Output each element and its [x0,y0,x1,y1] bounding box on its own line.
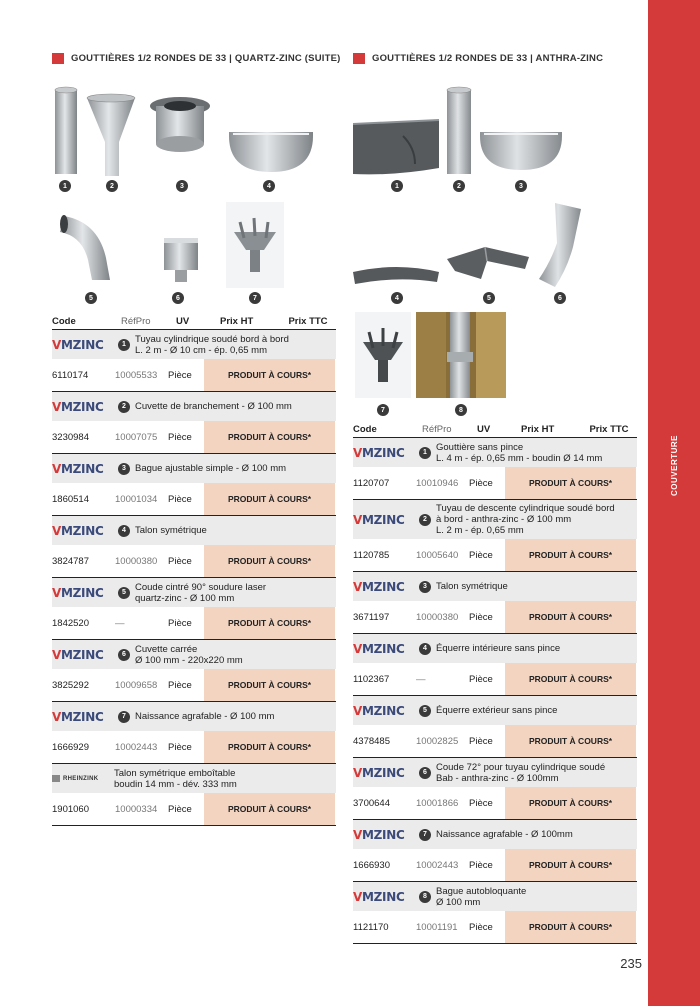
product-entry [353,758,637,820]
description-line: Talon symétrique [436,581,508,592]
left-column [52,52,341,826]
description-line: Ø 100 mm [436,896,481,908]
description-line: Naissance agrafable - Ø 100 mm [135,711,275,722]
product-entry [353,572,637,634]
description-line: Cuvette de branchement - Ø 100 mm [135,401,292,412]
description-line: Coude 72° pour tuyau cylindrique soudé [436,761,606,773]
figure-number: 7 [249,292,261,304]
side-band [648,0,700,1006]
vmzinc-logo: VMZINC [52,709,104,724]
product-description-row [353,882,637,911]
product-description-row [52,454,336,483]
description-line: Coude cintré 90° soudure laser [135,581,267,593]
price-on-request: PRODUIT À COURS* [204,607,335,639]
product-code: 3230984 [52,431,89,443]
item-number-badge: 6 [118,649,130,661]
unit: Pièce [168,617,192,629]
brand-logo [353,580,419,594]
unit: Pièce [469,859,493,871]
table-header: Code RéfPro UV Prix HT Prix TTC [353,422,637,438]
product-description-row [52,330,336,359]
product-description-row [52,516,336,545]
vmzinc-logo: VMZINC [353,579,405,594]
brand-logo [52,400,118,414]
vmzinc-logo: VMZINC [353,827,405,842]
price-on-request: PRODUIT À COURS* [204,421,335,453]
product-data-row [353,725,637,757]
item-number-badge: 7 [118,711,130,723]
item-number-badge: 6 [419,767,431,779]
product-data-row [353,787,637,819]
product-entry [353,634,637,696]
brand-logo [353,828,419,842]
figure-number: 3 [176,180,188,192]
price-on-request: PRODUIT À COURS* [505,911,636,943]
product-description-row [52,702,336,731]
product-data-row [52,421,336,453]
product-entry [52,702,336,764]
ref-pro: 10010946 [416,477,459,489]
figure-number: 2 [106,180,118,192]
product-code: 1102367 [353,673,390,685]
product-data-row [52,359,336,391]
side-label: COUVERTURE [669,434,679,496]
product-entry [353,438,637,500]
product-description-row [52,640,336,669]
vmzinc-logo: VMZINC [52,461,104,476]
ref-pro: 10001191 [416,921,458,933]
red-square-icon [353,53,365,64]
unit: Pièce [469,477,493,489]
price-on-request: PRODUIT À COURS* [204,793,335,825]
product-code: 1666930 [353,859,390,871]
price-on-request: PRODUIT À COURS* [505,725,636,757]
unit: Pièce [469,921,493,933]
product-code: 6110174 [52,369,89,381]
product-data-row [353,467,637,499]
product-image-talon [478,126,564,174]
figure-number: 7 [377,404,389,416]
red-square-icon [52,53,64,64]
product-image-pipe [446,86,472,176]
brand-logo [353,642,419,656]
unit: Pièce [469,797,493,809]
unit: Pièce [168,431,192,443]
price-on-request: PRODUIT À COURS* [505,539,636,571]
vmzinc-logo: VMZINC [52,647,104,662]
ref-pro: 10002443 [416,859,459,871]
product-image-coude [58,202,120,282]
product-data-row [52,731,336,763]
page-number: 235 [620,956,642,971]
figures-right [353,64,637,414]
product-data-row [52,483,336,515]
product-data-row [52,793,336,825]
figures-left [52,64,336,314]
product-data-row [353,663,637,695]
product-data-row [353,849,637,881]
unit: Pièce [469,735,493,747]
product-description-row [353,696,637,725]
product-description [135,460,336,477]
description-line: Bague ajustable simple - Ø 100 mm [135,463,287,474]
price-on-request: PRODUIT À COURS* [204,669,335,701]
product-entry [52,764,336,826]
ref-pro: 10001034 [115,493,158,505]
product-description [135,331,336,359]
price-on-request: PRODUIT À COURS* [505,601,636,633]
product-code: 1666929 [52,741,89,753]
ref-pro: 10000334 [115,803,158,815]
description-line: quartz-zinc - Ø 100 mm [135,592,235,604]
description-line: Tuyau de descente cylindrique soudé bord [436,503,615,514]
price-on-request: PRODUIT À COURS* [204,545,335,577]
product-description [135,522,336,539]
product-code: 1121170 [353,921,389,933]
product-code: 1842520 [52,617,89,629]
figure-number: 6 [172,292,184,304]
vmzinc-logo: VMZINC [353,445,405,460]
figure-number: 5 [85,292,97,304]
vmzinc-logo: VMZINC [52,523,104,538]
section-title-left: GOUTTIÈRES 1/2 RONDES DE 33 | QUARTZ-ZINC (SUITE) [52,52,336,64]
product-data-row [52,545,336,577]
description-line: Talon symétrique [135,525,207,536]
description-line: Gouttière sans pince [436,441,524,453]
figure-number: 6 [554,292,566,304]
product-code: 1860514 [52,493,89,505]
figure-number: 4 [263,180,275,192]
brand-logo [52,775,114,782]
brand-logo [353,890,419,904]
item-number-badge: 2 [118,401,130,413]
brand-logo [52,338,118,352]
brand-logo [52,524,118,538]
description-line: Bague autobloquante [436,885,527,897]
rheinzink-mark-icon [52,775,60,782]
item-number-badge: 1 [118,339,130,351]
description-line: Ø 100 mm - 220x220 mm [135,654,243,666]
product-data-row [353,601,637,633]
product-description-row [353,500,637,539]
price-on-request: PRODUIT À COURS* [204,731,335,763]
ref-pro: 10002825 [416,735,459,747]
product-description [135,641,336,669]
product-entry [353,696,637,758]
brand-logo [353,704,419,718]
price-on-request: PRODUIT À COURS* [505,787,636,819]
figure-number: 4 [391,292,403,304]
ref-pro: 10009658 [115,679,158,691]
product-image-naissance [226,202,284,288]
ref-pro: 10000380 [115,555,158,567]
product-entry [52,330,336,392]
description-line: L. 2 m - Ø 10 cm - ép. 0,65 mm [135,344,267,356]
product-image-pipe [54,86,78,176]
product-entry [52,454,336,516]
brand-logo [52,586,118,600]
product-entry [353,882,637,944]
product-code: 1901060 [52,803,89,815]
unit: Pièce [469,673,493,685]
ref-pro: 10005640 [416,549,459,561]
product-data-row [353,539,637,571]
figure-number: 2 [453,180,465,192]
product-description-row [353,438,637,467]
product-description [436,702,637,719]
product-description-row [353,820,637,849]
product-image-bague [146,94,214,158]
item-number-badge: 7 [419,829,431,841]
product-description [135,708,336,725]
figure-number: 1 [59,180,71,192]
description-line: boudin 14 mm - dév. 333 mm [114,778,237,790]
ref-pro: 10002443 [115,741,158,753]
description-line: L. 4 m - ép. 0,65 mm - boudin Ø 14 mm [436,452,603,464]
product-description-row [52,392,336,421]
right-column [353,52,637,944]
description-line: Cuvette carrée [135,643,198,655]
vmzinc-logo: VMZINC [52,399,104,414]
product-image-gouttiere [353,116,441,178]
vmzinc-logo: VMZINC [353,512,405,527]
product-data-row [353,911,637,943]
rheinzink-logo: RHEINZINK [52,775,98,782]
product-image-cuvette-carree [160,234,202,284]
description-line: Talon symétrique emboîtable [114,767,236,779]
product-code: 1120785 [353,549,390,561]
product-image-bague-autobloquante [416,312,506,398]
price-on-request: PRODUIT À COURS* [505,663,636,695]
price-on-request: PRODUIT À COURS* [505,467,636,499]
product-image-equerre-interieure [353,262,441,292]
product-description [436,500,637,539]
product-description-row [353,572,637,601]
description-line: Naissance agrafable - Ø 100mm [436,829,573,840]
item-number-badge: 3 [118,463,130,475]
description-line: à bord - anthra-zinc - Ø 100 mm [436,514,572,525]
price-on-request: PRODUIT À COURS* [505,849,636,881]
table-header: Code RéfPro UV Prix HT Prix TTC [52,314,336,330]
product-code: 1120707 [353,477,390,489]
brand-logo [353,766,419,780]
vmzinc-logo: VMZINC [52,585,104,600]
product-image-coude [537,199,587,291]
product-code: 3671197 [353,611,390,623]
product-entry [353,500,637,572]
unit: Pièce [168,369,192,381]
description-line: Tuyau cylindrique soudé bord à bord [135,333,289,345]
product-image-naissance [355,312,411,398]
ref-pro: — [416,673,426,685]
product-image-equerre-exterieure [445,229,533,287]
product-description [135,398,336,415]
product-entry [52,516,336,578]
product-description-row [52,578,336,607]
product-description [436,640,637,657]
unit: Pièce [168,493,192,505]
product-description [135,579,336,607]
ref-pro: 10000380 [416,611,459,623]
figure-number: 3 [515,180,527,192]
figure-number: 1 [391,180,403,192]
product-image-talon [227,126,315,176]
product-table-right [353,438,637,944]
brand-logo [52,710,118,724]
figure-number: 5 [483,292,495,304]
product-entry [52,392,336,454]
product-entry [52,578,336,640]
description-line: Équerre extérieur sans pince [436,705,558,716]
unit: Pièce [469,549,493,561]
vmzinc-logo: VMZINC [353,765,405,780]
ref-pro: 10007075 [115,431,158,443]
product-code: 3700644 [353,797,390,809]
product-image-cuvette [85,92,137,178]
product-code: 4378485 [353,735,390,747]
product-description [436,439,637,467]
unit: Pièce [168,555,192,567]
price-on-request: PRODUIT À COURS* [204,359,335,391]
item-number-badge: 2 [419,514,431,526]
brand-logo [52,462,118,476]
product-code: 3825292 [52,679,89,691]
item-number-badge: 3 [419,581,431,593]
section-title-right: GOUTTIÈRES 1/2 RONDES DE 33 | ANTHRA-ZINC [353,52,637,64]
description-line: Bab - anthra-zinc - Ø 100mm [436,772,559,784]
vmzinc-logo: VMZINC [353,889,405,904]
item-number-badge: 5 [419,705,431,717]
unit: Pièce [168,803,192,815]
unit: Pièce [168,679,192,691]
product-table-left [52,330,336,826]
description-line: Équerre intérieure sans pince [436,643,561,654]
item-number-badge: 5 [118,587,130,599]
vmzinc-logo: VMZINC [353,703,405,718]
product-description [436,883,637,911]
brand-logo [353,446,419,460]
vmzinc-logo: VMZINC [353,641,405,656]
ref-pro: 10001866 [416,797,459,809]
product-description [114,765,336,793]
product-description [436,578,637,595]
unit: Pièce [469,611,493,623]
product-description-row [353,634,637,663]
product-description [436,759,637,787]
description-line: L. 2 m - ép. 0,65 mm [436,525,524,536]
product-code: 3824787 [52,555,89,567]
brand-logo [353,513,419,527]
product-data-row [52,669,336,701]
price-on-request: PRODUIT À COURS* [204,483,335,515]
product-description-row [52,764,336,793]
brand-logo [52,648,118,662]
ref-pro: — [115,617,125,629]
item-number-badge: 4 [118,525,130,537]
unit: Pièce [168,741,192,753]
vmzinc-logo: VMZINC [52,337,104,352]
item-number-badge: 1 [419,447,431,459]
product-description [436,826,637,843]
item-number-badge: 8 [419,891,431,903]
product-entry [52,640,336,702]
item-number-badge: 4 [419,643,431,655]
product-description-row [353,758,637,787]
figure-number: 8 [455,404,467,416]
product-data-row [52,607,336,639]
product-entry [353,820,637,882]
ref-pro: 10005533 [115,369,158,381]
